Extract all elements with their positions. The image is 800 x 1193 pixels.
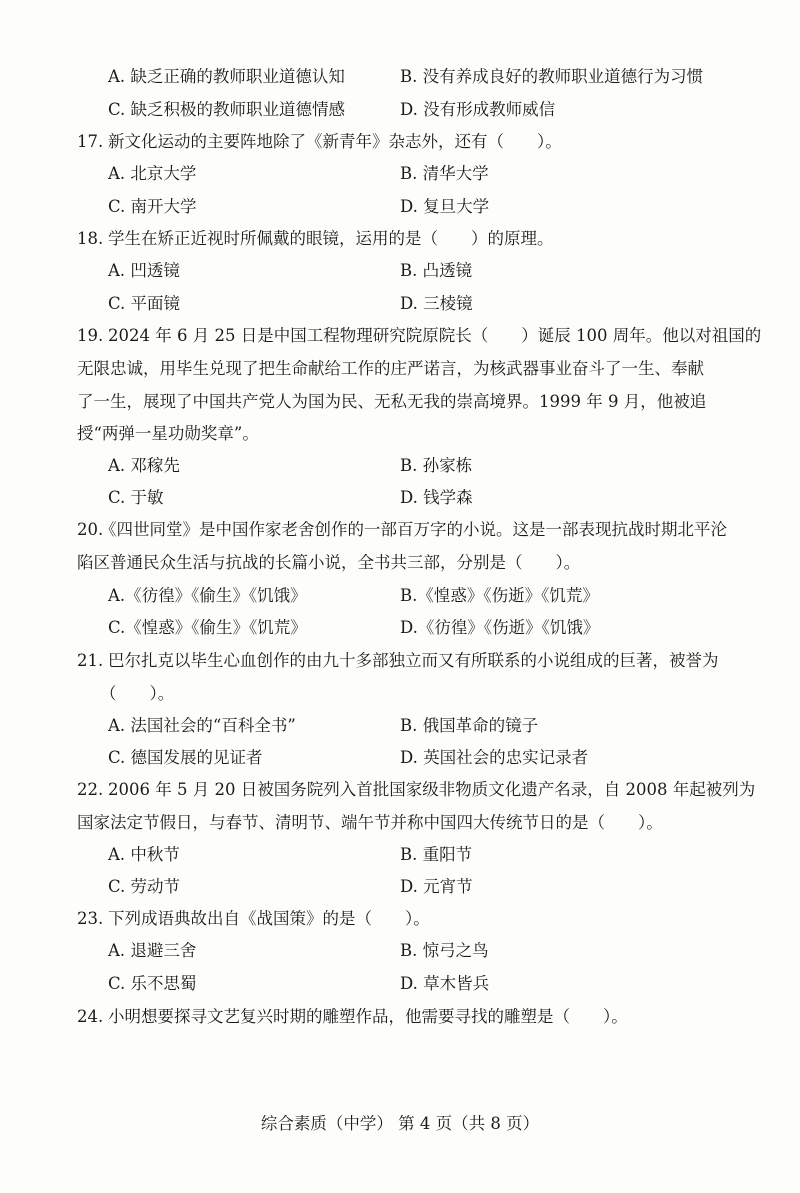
option-b: B. 清华大学: [400, 164, 489, 183]
question-number: 21.: [77, 651, 104, 670]
option-c: C. 劳动节: [108, 877, 181, 896]
option-d: D. 钱学森: [400, 488, 473, 507]
option-a: A. 退避三舍: [108, 941, 197, 960]
option-b: B. 惊弓之鸟: [400, 941, 489, 960]
q16-option-d: D. 没有形成教师威信: [400, 100, 556, 119]
question-stem: 新文化运动的主要阵地除了《新青年》杂志外，还有（ ）。: [108, 132, 562, 151]
question-number: 18.: [77, 229, 104, 248]
q16-option-a: A. 缺乏正确的教师职业道德认知: [108, 67, 345, 86]
question-stem: 无限忠诚，用毕生兑现了把生命献给工作的庄严诺言，为核武器事业奋斗了一生、奉献: [77, 359, 704, 378]
question-number: 22.: [77, 780, 104, 799]
option-d: D. 英国社会的忠实记录者: [400, 748, 589, 767]
option-d: D. 三棱镜: [400, 294, 473, 313]
question-stem: 2024 年 6 月 25 日是中国工程物理研究院原院长（ ）诞辰 100 周年。他以对祖国的: [108, 326, 762, 345]
question-number: 24.: [77, 1007, 104, 1026]
option-a: A. 邓稼先: [108, 456, 180, 475]
question-number: 23.: [77, 909, 104, 928]
question-number: 20.: [77, 520, 104, 539]
option-b: B. 孙家栋: [400, 456, 473, 475]
question-stem: 授“两弹一星功勋奖章”。: [77, 424, 259, 443]
question-stem: 巴尔扎克以毕生心血创作的由九十多部独立而又有所联系的小说组成的巨著，被誉为: [108, 651, 719, 670]
option-c: C. 乐不思蜀: [108, 974, 197, 993]
option-c: C.《惶惑》《偷生》《饥荒》: [108, 618, 307, 637]
option-b: B.《惶惑》《伤逝》《饥荒》: [400, 586, 599, 605]
question-stem: 下列成语典故出自《战国策》的是（ ）。: [108, 909, 430, 928]
option-c: C. 德国发展的见证者: [108, 748, 263, 767]
option-a: A. 中秋节: [108, 845, 180, 864]
option-d: D. 元宵节: [400, 877, 473, 896]
option-a: A. 北京大学: [108, 164, 197, 183]
question-stem: 《四世同堂》是中国作家老舍创作的一部百万字的小说。这是一部表现抗战时期北平沦: [100, 520, 727, 539]
option-b: B. 俄国革命的镜子: [400, 716, 539, 735]
option-c: C. 南开大学: [108, 197, 197, 216]
question-stem: 小明想要探寻文艺复兴时期的雕塑作品，他需要寻找的雕塑是（ ）。: [108, 1007, 628, 1026]
option-a: A.《彷徨》《偷生》《饥饿》: [108, 586, 307, 605]
option-c: C. 于敏: [108, 488, 164, 507]
question-stem: （ ）。: [100, 684, 175, 703]
question-stem: 了一生，展现了中国共产党人为国为民、无私无我的崇高境界。1999 年 9 月，他被追: [77, 392, 707, 411]
option-b: B. 凸透镜: [400, 261, 473, 280]
option-a: A. 凹透镜: [108, 261, 180, 280]
question-stem: 陷区普通民众生活与抗战的长篇小说，全书共三部，分别是（ ）。: [77, 553, 581, 572]
question-number: 19.: [77, 326, 104, 345]
question-stem: 2006 年 5 月 20 日被国务院列入首批国家级非物质文化遗产名录，自 2008 年起被列为: [108, 780, 756, 799]
question-number: 17.: [77, 132, 104, 151]
option-b: B. 重阳节: [400, 845, 473, 864]
option-d: D.《彷徨》《伤逝》《饥饿》: [400, 618, 600, 637]
question-stem: 国家法定节假日，与春节、清明节、端午节并称中国四大传统节日的是（ ）。: [77, 813, 663, 832]
question-stem: 学生在矫正近视时所佩戴的眼镜，运用的是（ ）的原理。: [108, 229, 554, 248]
option-d: D. 复旦大学: [400, 197, 490, 216]
option-c: C. 平面镜: [108, 294, 181, 313]
option-a: A. 法国社会的“百科全书”: [108, 716, 296, 735]
q16-option-c: C. 缺乏积极的教师职业道德情感: [108, 100, 346, 119]
option-d: D. 草木皆兵: [400, 974, 490, 993]
page-footer: 综合素质（中学） 第 4 页（共 8 页）: [260, 1114, 540, 1133]
q16-option-b: B. 没有养成良好的教师职业道德行为习惯: [400, 67, 704, 86]
